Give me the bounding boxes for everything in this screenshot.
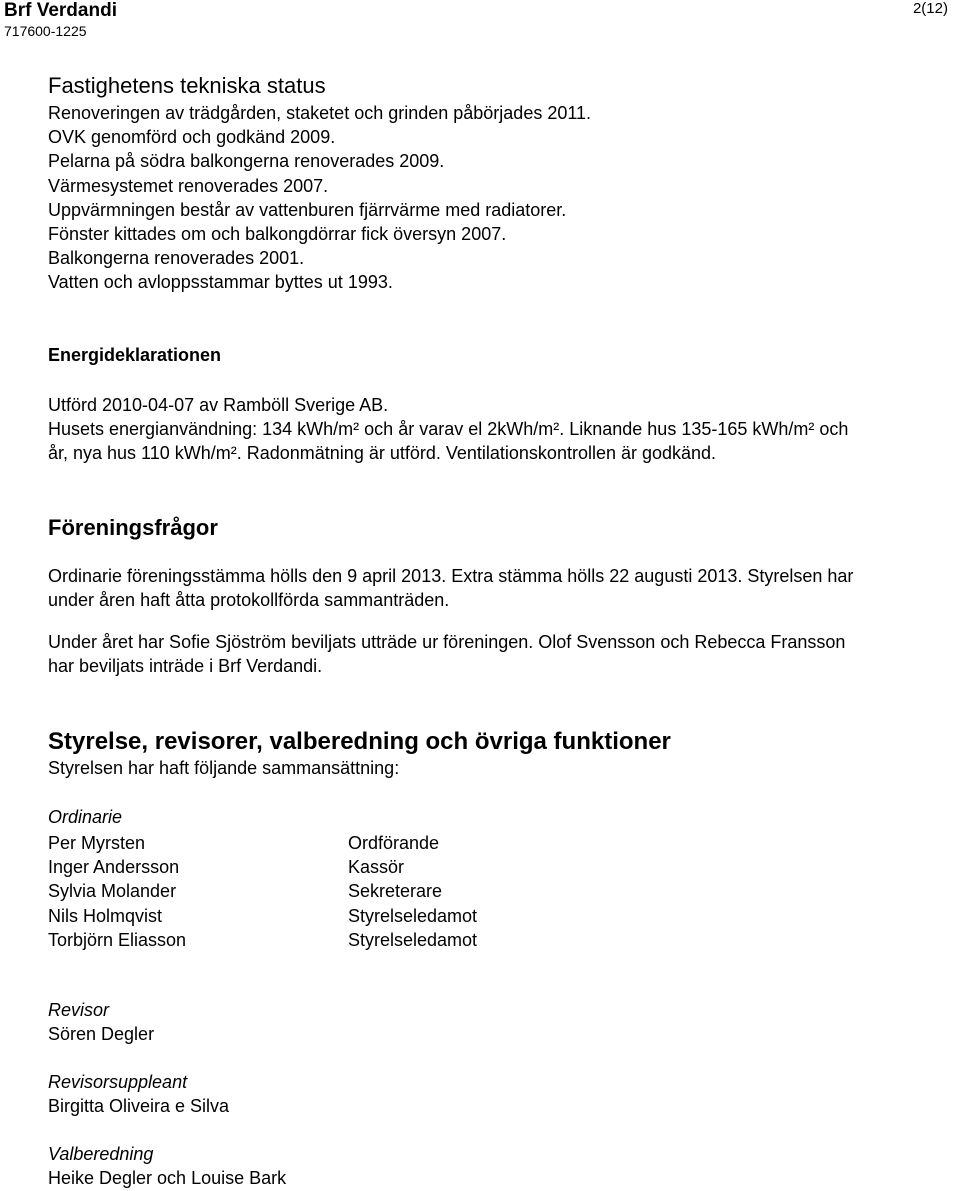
board-member-role: Styrelseledamot — [348, 905, 478, 926]
valberedning-label: Valberedning — [48, 1144, 154, 1164]
tech-status-line: Balkongerna renoverades 2001. — [48, 248, 305, 269]
tech-status-line: Uppvärmningen består av vattenburen fjärrvärme med radiatorer. — [48, 199, 567, 220]
forening-line: har beviljats inträde i Brf Verdandi. — [48, 656, 323, 676]
revisor-label: Revisor — [48, 1000, 110, 1020]
section-title-energy: Energideklarationen — [48, 345, 222, 365]
energy-line: Utförd 2010-04-07 av Ramböll Sverige AB. — [48, 395, 389, 415]
energy-paragraph — [48, 393, 948, 465]
section-title-tech-status: Fastighetens tekniska status — [48, 73, 326, 98]
revisor-name: Sören Degler — [48, 1024, 155, 1044]
forening-line: Ordinarie föreningsstämma hölls den 9 april 2013. Extra stämma hölls 22 augusti 2013. Styrelsen har — [48, 566, 854, 586]
tech-status-line: Pelarna på södra balkongerna renoverades 2009. — [48, 151, 445, 172]
tech-status-line: Värmesystemet renoverades 2007. — [48, 175, 329, 196]
board-member-role: Ordförande — [348, 833, 440, 853]
forening-line: under åren haft åtta protokollförda sammanträden. — [48, 590, 450, 610]
page-number: 2(12) — [912, 0, 948, 17]
tech-status-line: Vatten och avloppsstammar byttes ut 1993. — [48, 272, 393, 293]
board-member-roles — [348, 831, 477, 952]
board-member-name: Inger Andersson — [48, 857, 180, 878]
forening-paragraph-2 — [48, 630, 845, 678]
board-member-names — [48, 831, 186, 952]
board-member-role: Styrelseledamot — [348, 929, 478, 950]
tech-status-line: OVK genomförd och godkänd 2009. — [48, 127, 336, 148]
section-title-board: Styrelse, revisorer, valberedning och övriga funktioner — [48, 728, 671, 755]
section-title-forening: Föreningsfrågor — [48, 515, 218, 540]
revisorsuppleant-label: Revisorsuppleant — [48, 1072, 188, 1092]
tech-status-list — [48, 101, 591, 295]
tech-status-line: Fönster kittades om och balkongdörrar fick översyn 2007. — [48, 224, 507, 245]
board-member-name: Torbjörn Eliasson — [48, 929, 187, 950]
ordinarie-label: Ordinarie — [48, 807, 123, 827]
forening-line: Under året har Sofie Sjöström beviljats utträde ur föreningen. Olof Svensson och Rebecca Fransson — [48, 632, 846, 652]
forening-paragraph-1 — [48, 564, 853, 612]
revisorsuppleant-name: Birgitta Oliveira e Silva — [48, 1096, 230, 1116]
valberedning-names: Heike Degler och Louise Bark — [48, 1168, 287, 1188]
tech-status-line: Renoveringen av trädgården, staketet och grinden påbörjades 2011. — [48, 103, 592, 123]
board-intro: Styrelsen har haft följande sammansättning: — [48, 758, 400, 778]
board-member-name: Nils Holmqvist — [48, 905, 163, 926]
energy-line: år, nya hus 110 kWh/m². Radonmätning är utförd. Ventilationskontrollen är godkänd. — [48, 443, 717, 463]
board-member-role: Sekreterare — [348, 881, 443, 902]
organization-name: Brf Verdandi — [4, 0, 117, 21]
organization-number: 717600-1225 — [4, 23, 87, 39]
board-member-role: Kassör — [348, 857, 405, 878]
board-member-name: Per Myrsten — [48, 833, 146, 853]
board-member-name: Sylvia Molander — [48, 881, 177, 902]
energy-line: Husets energianvändning: 134 kWh/m² och år varav el 2kWh/m². Liknande hus 135-165 kWh/m² och — [48, 419, 849, 439]
